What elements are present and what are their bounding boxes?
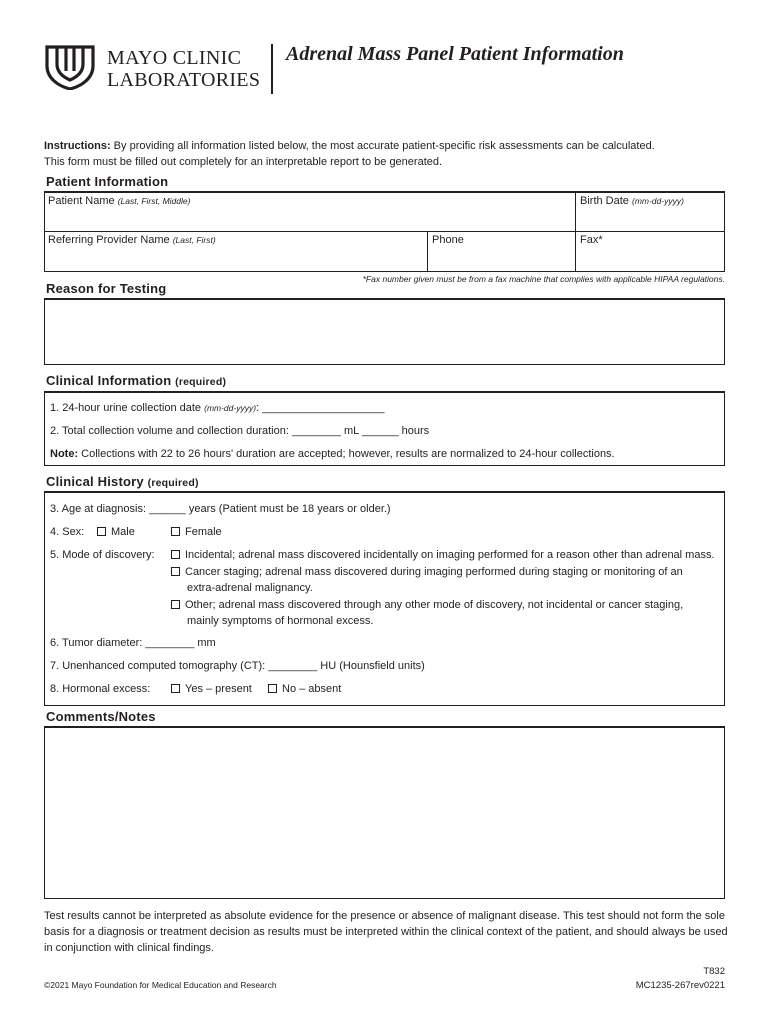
q4-sex-label: 4. Sex: xyxy=(50,526,85,538)
q3-age-at-diagnosis[interactable]: 3. Age at diagnosis: ______ years (Patient must be 18 years or older.) xyxy=(50,503,391,515)
reason-title: Reason for Testing xyxy=(46,281,167,296)
q6-tumor-diameter[interactable]: 6. Tumor diameter: ________ mm xyxy=(50,637,216,649)
birth-date-label: Birth Date xyxy=(580,195,629,207)
header-divider xyxy=(271,44,273,94)
phone-field[interactable]: Phone xyxy=(432,234,464,246)
clinical-info-required: (required) xyxy=(175,376,227,388)
q1-urine-collection-date[interactable] xyxy=(50,402,385,414)
mayo-shield-icon xyxy=(44,44,96,90)
other-label-1: Other; adrenal mass discovered through any other mode of discovery, not incidental or cancer staging, xyxy=(185,599,684,611)
male-checkbox[interactable] xyxy=(97,527,106,536)
mode-incidental-option[interactable] xyxy=(171,549,715,561)
copyright: ©2021 Mayo Foundation for Medical Education and Research xyxy=(44,980,277,990)
reason-textarea[interactable] xyxy=(44,299,725,365)
note-text: Collections with 22 to 26 hours' duration are accepted; however, results are normalized to 24-hour collections. xyxy=(78,448,615,460)
provider-name-hint: (Last, First) xyxy=(172,235,216,245)
document-title: Adrenal Mass Panel Patient Information xyxy=(286,43,624,65)
clinical-history-required: (required) xyxy=(147,477,199,489)
incidental-label: Incidental; adrenal mass discovered incidentally on imaging performed for a reason other than adrenal mass. xyxy=(185,549,715,561)
provider-name-label: Referring Provider Name xyxy=(48,234,170,246)
instructions-text-2: This form must be filled out completely for an interpretable report to be generated. xyxy=(44,156,443,168)
clinical-history-title xyxy=(46,474,199,489)
q2-collection-volume[interactable]: 2. Total collection volume and collection duration: ________ mL ______ hours xyxy=(50,425,430,437)
comments-textarea[interactable] xyxy=(44,727,725,899)
clinical-info-title xyxy=(46,373,226,388)
note-label: Note: xyxy=(50,448,79,460)
fax-field[interactable]: Fax* xyxy=(580,234,603,246)
no-checkbox[interactable] xyxy=(268,684,277,693)
cancer-label-2: extra-adrenal malignancy. xyxy=(187,582,313,594)
grid-col-divider-phone xyxy=(427,231,428,271)
instructions-label: Instructions: xyxy=(44,140,111,152)
female-label: Female xyxy=(185,526,222,538)
q5-mode-label: 5. Mode of discovery: xyxy=(50,549,155,561)
hormonal-yes-option[interactable] xyxy=(171,683,252,695)
provider-name-field[interactable] xyxy=(48,234,216,246)
revision-code: MC1235-267rev0221 xyxy=(635,980,725,991)
male-label: Male xyxy=(111,526,135,538)
incidental-checkbox[interactable] xyxy=(171,550,180,559)
logo-line-1: MAYO CLINIC xyxy=(107,47,242,69)
disclaimer: Test results cannot be interpreted as absolute evidence for the presence or absence of malignant disease. This test should not form the sole basis for a diagnosis or treatment decision as results must be interpreted within the clinical context of the patient, and should always be used in conjunction with clinical findings. xyxy=(44,910,728,954)
logo-line-2: LABORATORIES xyxy=(107,69,261,91)
q1-hint: (mm-dd-yyyy) xyxy=(204,403,257,413)
sex-male-option[interactable] xyxy=(97,526,135,538)
instructions-text-1: By providing all information listed below, the most accurate patient-specific risk assessments can be calculated. xyxy=(110,140,655,152)
form-code: T832 xyxy=(703,966,725,977)
comments-title: Comments/Notes xyxy=(46,709,156,724)
patient-info-title: Patient Information xyxy=(46,174,169,189)
grid-col-divider-birth xyxy=(575,193,576,271)
sex-female-option[interactable] xyxy=(171,526,222,538)
collection-note xyxy=(50,448,615,460)
birth-date-hint: (mm-dd-yyyy) xyxy=(631,196,684,206)
mode-cancer-option[interactable] xyxy=(171,566,683,578)
q7-unenhanced-ct[interactable]: 7. Unenhanced computed tomography (CT): ________ HU (Hounsfield units) xyxy=(50,660,425,672)
other-label-2: mainly symptoms of hormonal excess. xyxy=(187,615,374,627)
q1-text-a: 1. 24-hour urine collection date xyxy=(50,402,205,414)
yes-checkbox[interactable] xyxy=(171,684,180,693)
patient-name-field[interactable] xyxy=(48,195,190,207)
grid-row-divider xyxy=(45,231,724,232)
other-checkbox[interactable] xyxy=(171,600,180,609)
no-label: No – absent xyxy=(282,683,342,695)
q8-hormonal-label: 8. Hormonal excess: xyxy=(50,683,151,695)
patient-name-label: Patient Name xyxy=(48,195,115,207)
yes-label: Yes – present xyxy=(185,683,252,695)
instructions xyxy=(44,138,734,170)
patient-name-hint: (Last, First, Middle) xyxy=(117,196,191,206)
cancer-label-1: Cancer staging; adrenal mass discovered during imaging performed during staging or monitoring of an xyxy=(185,566,683,578)
clinical-history-title-text: Clinical History xyxy=(46,474,144,489)
q1-text-b: : ____________________ xyxy=(256,402,385,414)
hormonal-no-option[interactable] xyxy=(268,683,341,695)
fax-note: *Fax number given must be from a fax machine that complies with applicable HIPAA regulations. xyxy=(362,274,725,284)
female-checkbox[interactable] xyxy=(171,527,180,536)
cancer-checkbox[interactable] xyxy=(171,567,180,576)
page-header xyxy=(44,40,734,100)
birth-date-field[interactable] xyxy=(580,195,684,207)
clinical-info-title-text: Clinical Information xyxy=(46,373,172,388)
logo-wordmark xyxy=(107,47,260,91)
mode-other-option[interactable] xyxy=(171,599,683,611)
